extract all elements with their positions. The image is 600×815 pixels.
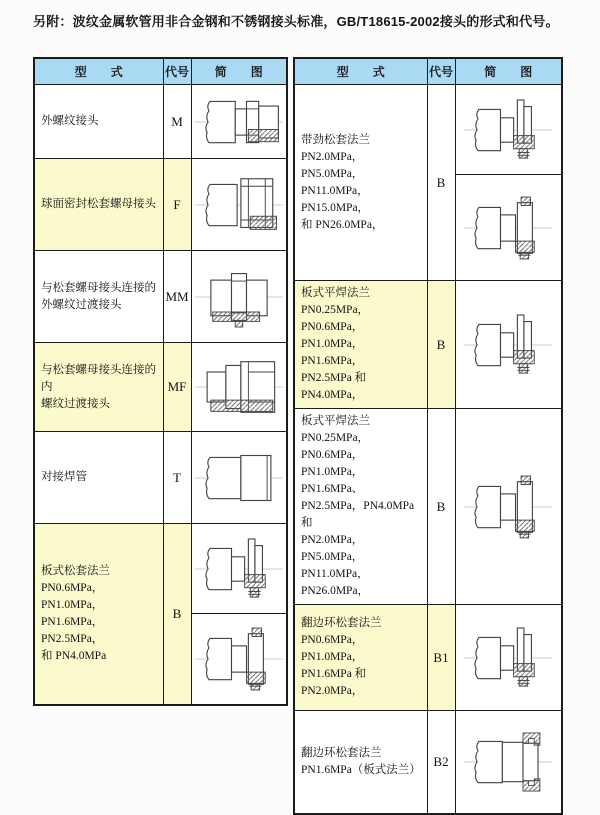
diagram-box: [456, 85, 562, 174]
diagram-box: [192, 432, 287, 523]
type-cell: 带劲松套法兰 PN2.0MPa，PN5.0MPa， PN11.0MPa，PN15.0MPa， 和 PN26.0MPa，: [294, 85, 427, 281]
diagram-box: [456, 294, 562, 396]
diagram-cell: [455, 711, 562, 815]
table-row: [34, 524, 287, 706]
code-cell: MM: [163, 251, 191, 343]
code-cell: B: [427, 281, 455, 409]
diagram-box: [456, 711, 562, 813]
diagram-cell: [191, 85, 287, 159]
diagram-box: [192, 613, 287, 704]
type-cell: 板式松套法兰 PN0.6MPa，PN1.0MPa， PN1.6MPa，PN2.5MPa， 和 PN4.0MPa: [34, 524, 163, 706]
diagram-cell: [455, 605, 562, 711]
butt-weld-diagram: [194, 446, 284, 510]
nipple-mm-diagram: [194, 265, 284, 329]
type-header: 型 式: [294, 58, 427, 85]
type-cell: 外螺纹接头: [34, 85, 163, 159]
fitting-table-right-container: [293, 57, 563, 815]
code-header: 代号: [163, 58, 191, 85]
diagram-cell: [191, 524, 287, 706]
diagram-box: [192, 524, 287, 613]
hex-male-diagram: [194, 90, 284, 154]
table-row: [34, 343, 287, 432]
table-row: [294, 605, 562, 711]
type-header: 型 式: [34, 58, 163, 85]
diagram-cell: [191, 343, 287, 432]
diagram-cell: [191, 251, 287, 343]
code-cell: B: [427, 409, 455, 605]
type-cell: 与松套螺母接头连接的 外螺纹过渡接头: [34, 251, 163, 343]
table-row: [294, 281, 562, 409]
table-row: [294, 409, 562, 605]
diagram-box: [192, 343, 287, 431]
diagram-cell: [191, 159, 287, 251]
type-cell: 板式平焊法兰 PN0.25MPa，PN0.6MPa， PN1.0MPa，PN1.6MPa， PN2.5MPa 和 PN4.0MPa，: [294, 281, 427, 409]
diagram-cell: [455, 409, 562, 605]
fitting-table-left-container: [33, 57, 288, 706]
diagram-box: [192, 85, 287, 158]
type-cell: 与松套螺母接头连接的内 螺纹过渡接头: [34, 343, 163, 432]
diagram-cell: [455, 281, 562, 409]
fitting-table-left: [33, 57, 288, 706]
code-cell: T: [163, 432, 191, 524]
code-cell: B: [163, 524, 191, 706]
type-cell: 球面密封松套螺母接头: [34, 159, 163, 251]
table-row: [34, 159, 287, 251]
flange-ring-diagram: [194, 627, 284, 691]
header-row: [34, 58, 287, 85]
diagram-box: [192, 251, 287, 342]
table-row: [34, 432, 287, 524]
table-row: [34, 85, 287, 159]
diagram-header: 简 图: [455, 58, 562, 85]
code-cell: B1: [427, 605, 455, 711]
flange-up-diagram: [463, 313, 553, 377]
flange-ring-diagram: [463, 196, 553, 260]
flange-ring-diagram: [463, 475, 553, 539]
flange-up-diagram: [194, 537, 284, 601]
code-cell: B: [427, 85, 455, 281]
flange-up-diagram: [463, 626, 553, 690]
diagram-cell: [455, 85, 562, 281]
diagram-header: 简 图: [191, 58, 287, 85]
type-cell: 翻边环松套法兰 PN1.6MPa（板式法兰）: [294, 711, 427, 815]
code-cell: B2: [427, 711, 455, 815]
type-cell: 板式平焊法兰 PN0.25MPa，PN0.6MPa， PN1.0MPa，PN1.6MPa、 PN2.5MPa，PN4.0MPa 和 PN2.0MPa，PN5.0MPa， PN11.0MPa，PN26.0MPa，: [294, 409, 427, 605]
code-cell: F: [163, 159, 191, 251]
type-cell: 对接焊管: [34, 432, 163, 524]
diagram-box: [456, 452, 562, 562]
type-cell: 翻边环松套法兰 PN0.6MPa，PN1.0MPa， PN1.6MPa 和 PN2.0MPa，: [294, 605, 427, 711]
table-row: [294, 85, 562, 281]
page-title: 另附：波纹金属软管用非合金钢和不锈钢接头标准，GB/T18615-2002接头的形式和代号。: [33, 14, 559, 29]
table-row: [294, 711, 562, 815]
diagram-cell: [191, 432, 287, 524]
code-cell: M: [163, 85, 191, 159]
flange-up-diagram: [463, 98, 553, 162]
union-nut-diagram: [194, 173, 284, 237]
nipple-mf-diagram: [194, 355, 284, 419]
code-cell: MF: [163, 343, 191, 432]
diagram-box: [456, 605, 562, 710]
code-header: 代号: [427, 58, 455, 85]
fitting-table-right: [293, 57, 563, 815]
header-row: [294, 58, 562, 85]
diagram-box: [456, 174, 562, 280]
table-row: [34, 251, 287, 343]
diagram-box: [192, 159, 287, 250]
